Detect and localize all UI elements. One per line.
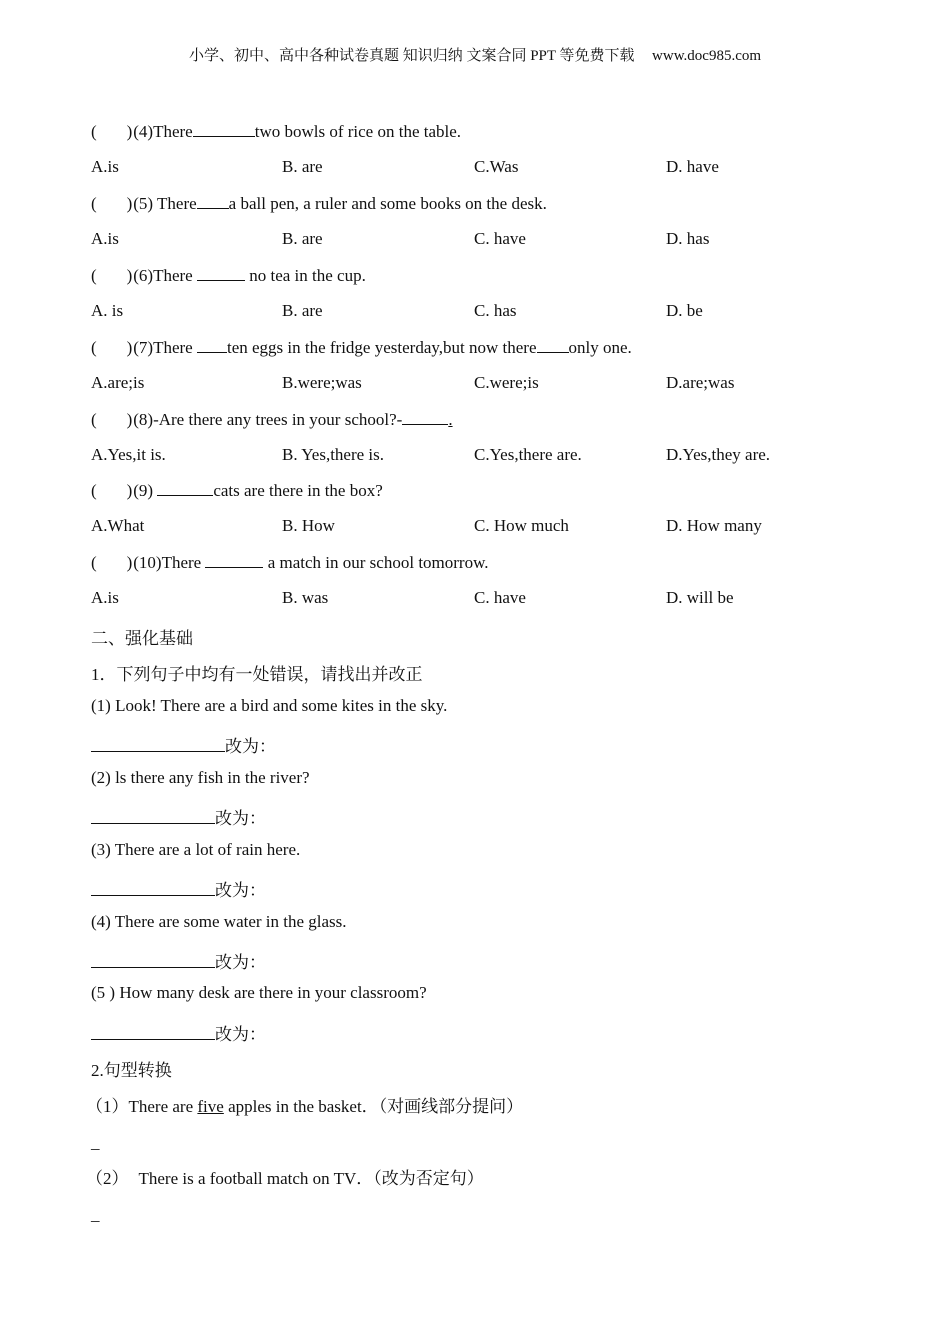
paren-close: ) [126, 553, 133, 572]
paren-close: ) [126, 410, 133, 429]
option-d: D. be [666, 301, 703, 320]
correction-line-1 [91, 732, 276, 757]
question-10 [91, 552, 489, 573]
transform-item-2 [86, 1164, 484, 1189]
answer-line-2: _ [91, 1205, 100, 1224]
question-text-post: cats are there in the box? [213, 481, 383, 500]
option-c: C. have [474, 229, 526, 248]
paren-open: ( [91, 194, 97, 213]
question-text-post: no tea in the cup. [249, 266, 366, 285]
question-number: (4) [133, 122, 154, 141]
question-number: (5) [133, 194, 154, 213]
question-number: (6) [133, 266, 154, 285]
option-b: B. are [282, 157, 323, 176]
option-c: C. How much [474, 516, 569, 535]
option-d: D.Yes,they are. [666, 445, 771, 464]
answer-blank [537, 337, 569, 353]
question-5 [91, 193, 547, 214]
option-b: B.were;was [282, 373, 362, 392]
option-a: A.What [91, 516, 145, 535]
option-d: D. has [666, 229, 710, 248]
option-c: C.Was [474, 157, 519, 176]
question-6 [91, 265, 366, 286]
page-header [0, 44, 950, 65]
change-label: 改为： [225, 737, 276, 756]
option-b: B. are [282, 229, 323, 248]
question-number: (9) [133, 481, 154, 500]
paren-open: ( [91, 553, 97, 572]
answer-blank [91, 952, 215, 968]
transform-item-1 [86, 1092, 523, 1117]
paren-open: ( [91, 122, 97, 141]
answer-blank [91, 1024, 215, 1040]
change-label: 改为： [215, 809, 266, 828]
correction-line-5 [91, 1020, 266, 1045]
answer-blank [402, 409, 448, 425]
answer-blank [197, 337, 227, 353]
paren-close: ) [126, 338, 133, 357]
option-a: A.are;is [91, 373, 145, 392]
answer-blank [91, 880, 215, 896]
question-text-post: a ball pen, a ruler and some books on the desk. [228, 194, 547, 213]
item-text: There is a football match on TV． [138, 1169, 374, 1188]
question-text-pre: -Are there any trees in your school?- [153, 410, 403, 429]
error-sentence-4: (4) There are some water in the glass. [91, 912, 347, 931]
question-text-pre: There [157, 194, 197, 213]
item-text-post: apples in the basket． [228, 1097, 379, 1116]
part2-title: 2.句型转换 [91, 1061, 172, 1080]
answer-blank [193, 121, 255, 137]
option-a: A.Yes,it is. [91, 445, 166, 464]
option-b: B. are [282, 301, 323, 320]
underlined-word: five [197, 1097, 224, 1116]
error-sentence-2: (2) ls there any fish in the river? [91, 768, 310, 787]
paren-open: ( [91, 266, 97, 285]
question-7 [91, 337, 632, 358]
header-site: www.doc985.com [652, 48, 762, 64]
correction-line-4 [91, 948, 266, 973]
option-a: A. is [91, 301, 124, 320]
answer-blank [91, 736, 225, 752]
answer-blank [91, 808, 215, 824]
change-label: 改为： [215, 953, 266, 972]
question-8 [91, 409, 453, 430]
error-sentence-3: (3) There are a lot of rain here. [91, 840, 301, 859]
question-text-post: . [448, 410, 453, 429]
correction-line-3 [91, 876, 266, 901]
question-text-pre: There [153, 122, 193, 141]
option-d: D. have [666, 157, 719, 176]
question-text-pre: There [161, 553, 202, 572]
option-d: D. How many [666, 516, 762, 535]
item-instruction: （改为否定句） [373, 1169, 484, 1188]
option-d: D.are;was [666, 373, 735, 392]
change-label: 改为： [215, 1025, 266, 1044]
paren-close: ) [126, 194, 133, 213]
question-text-mid: ten eggs in the fridge yesterday,but now there [226, 338, 537, 357]
question-text-pre: There [153, 266, 193, 285]
error-sentence-1: (1) Look! There are a bird and some kites in the sky. [91, 696, 448, 715]
question-9 [91, 480, 383, 501]
paren-close: ) [126, 122, 133, 141]
option-b: B. How [282, 516, 335, 535]
question-4 [91, 121, 461, 142]
item-number: （1） [86, 1097, 129, 1116]
question-number: (8) [133, 410, 154, 429]
change-label: 改为： [215, 881, 266, 900]
option-a: A.is [91, 588, 119, 607]
option-b: B. Yes,there is. [282, 445, 385, 464]
item-text-pre: There are [128, 1097, 194, 1116]
answer-line-1: _ [91, 1133, 100, 1152]
option-a: A.is [91, 157, 119, 176]
option-c: C. have [474, 588, 526, 607]
paren-open: ( [91, 410, 97, 429]
error-sentence-5: (5 ) How many desk are there in your classroom? [91, 983, 427, 1002]
item-number: （2） [86, 1169, 129, 1188]
section-title: 二、强化基础 [91, 629, 193, 648]
option-c: C.Yes,there are. [474, 445, 582, 464]
option-a: A.is [91, 229, 119, 248]
question-number: (10) [133, 553, 162, 572]
answer-blank [197, 265, 245, 281]
paren-close: ) [126, 481, 133, 500]
option-d: D. will be [666, 588, 734, 607]
question-text-post: only one. [568, 338, 632, 357]
header-text: 小学、初中、高中各种试卷真题 知识归纳 文案合同 PPT 等免费下载 [188, 48, 635, 64]
question-text-post: a match in our school tomorrow. [267, 553, 489, 572]
question-text-pre: There [153, 338, 193, 357]
correction-line-2 [91, 804, 266, 829]
answer-blank [205, 552, 263, 568]
part1-title: 1．下列句子中均有一处错误，请找出并改正 [91, 665, 423, 684]
question-number: (7) [133, 338, 154, 357]
option-c: C. has [474, 301, 517, 320]
option-c: C.were;is [474, 373, 539, 392]
question-text-post: two bowls of rice on the table. [254, 122, 462, 141]
answer-blank [197, 193, 229, 209]
paren-open: ( [91, 338, 97, 357]
paren-close: ) [126, 266, 133, 285]
answer-blank [157, 480, 213, 496]
item-instruction: （对画线部分提问） [378, 1097, 524, 1116]
paren-open: ( [91, 481, 97, 500]
option-b: B. was [282, 588, 329, 607]
